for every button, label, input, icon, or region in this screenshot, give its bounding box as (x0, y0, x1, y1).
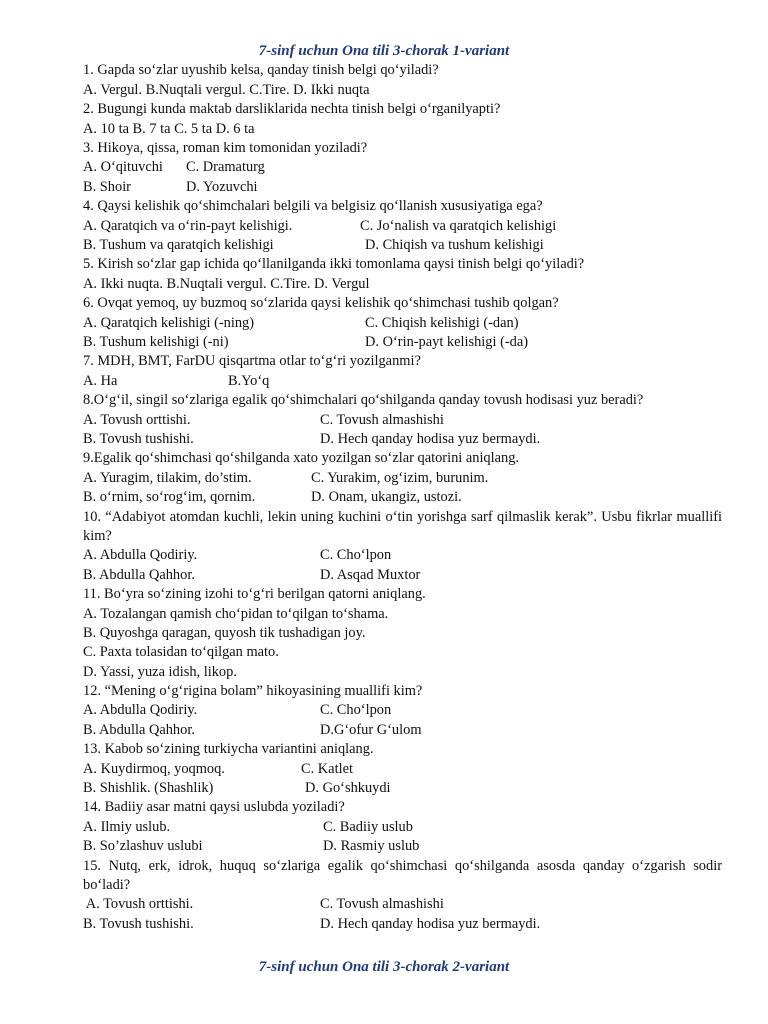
option-b: B. Abdulla Qahhor. (83, 721, 195, 738)
option-c: C. Badiiy uslub (323, 818, 413, 835)
option-b: B. Quyoshga qaragan, quyosh tik tushadigan joy. (83, 624, 366, 641)
test-page (83, 42, 722, 934)
option-b: B. So’zlashuv uslubi (83, 838, 203, 855)
next-variant-title: 7-sinf uchun Ona tili 3-chorak 2-variant (258, 959, 510, 975)
question-6 (83, 294, 722, 352)
answer-options: A. 10 ta B. 7 ta C. 5 ta D. 6 ta (83, 120, 255, 137)
option-d: D. Chiqish va tushum kelishigi (365, 236, 544, 253)
option-b: B. Shishlik. (Shashlik) (83, 780, 214, 797)
option-a: A. Qaratqich va o‘rin-payt kelishigi. (83, 217, 293, 234)
answer-options: A. Ikki nuqta. B.Nuqtali vergul. C.Tire. D. Vergul (83, 275, 370, 292)
option-c: C. Paxta tolasidan to‘qilgan mato. (83, 644, 279, 661)
option-a: A. Qaratqich kelishigi (-ning) (83, 314, 255, 331)
option-b: B. Tushum kelishigi (-ni) (83, 333, 229, 350)
question-stem: 5. Kirish so‘zlar gap ichida qo‘llanilganda ikki tomonlama qaysi tinish belgi qo‘yiladi? (83, 256, 585, 273)
question-5 (83, 255, 722, 294)
option-c: C. Jo‘nalish va qaratqich kelishigi (360, 217, 557, 234)
option-d: D. Hech qanday hodisa yuz bermaydi. (320, 430, 541, 447)
option-a: A. Kuydirmoq, yoqmoq. (83, 760, 225, 777)
question-stem: 12. “Mening o‘g‘rigina bolam” hikoyasining muallifi kim? (83, 683, 423, 700)
option-b: B. Tushum va qaratqich kelishigi (83, 236, 274, 253)
question-1 (83, 61, 722, 100)
question-stem: 15. Nutq, erk, idrok, huquq so‘zlariga egalik qo‘shimchasi qo‘shilganda asosda qanday o‘zgarish sodir bo‘ladi? (83, 857, 722, 894)
option-a: A. Tovush orttishi. (83, 896, 194, 913)
question-12 (83, 682, 722, 740)
question-stem: 2. Bugungi kunda maktab darsliklarida nechta tinish belgi o‘rganilyapti? (83, 101, 501, 118)
option-c: C. Katlet (301, 760, 353, 777)
option-d: D. Yassi, yuza idish, likop. (83, 663, 237, 680)
option-a: A. Tovush orttishi. (83, 411, 191, 428)
question-10 (83, 508, 722, 586)
question-stem: 14. Badiiy asar matni qaysi uslubda yoziladi? (83, 799, 345, 816)
question-7 (83, 352, 722, 391)
option-b: B. o‘rnim, so‘rog‘im, qornim. (83, 489, 256, 506)
question-stem: 1. Gapda so‘zlar uyushib kelsa, qanday tinish belgi qo‘yiladi? (83, 62, 439, 79)
option-a: A. Abdulla Qodiriy. (83, 702, 198, 719)
question-stem: 10. “Adabiyot atomdan kuchli, lekin uning kuchini o‘tin yorishga sarf qilmaslik kerak”. Usbu fikrlar muallifi kim? (83, 508, 722, 544)
question-stem: 4. Qaysi kelishik qo‘shimchalari belgili va belgisiz qo‘llanish xususiyatiga ega? (83, 198, 543, 215)
question-stem: 3. Hikoya, qissa, roman kim tomonidan yoziladi? (83, 139, 368, 156)
option-a: A. Tozalangan qamish cho‘pidan to‘qilgan to‘shama. (83, 605, 389, 622)
option-a: A. Yuragim, tilakim, do’stim. (83, 469, 252, 486)
option-b: B. Abdulla Qahhor. (83, 566, 195, 583)
answer-options: A. Vergul. B.Nuqtali vergul. C.Tire. D. Ikki nuqta (83, 81, 370, 98)
option-d: D.G‘ofur G‘ulom (320, 721, 422, 738)
option-d: D. Onam, ukangiz, ustozi. (311, 489, 462, 506)
option-b: B. Shoir (83, 178, 131, 195)
option-b: B. Tovush tushishi. (83, 915, 194, 932)
question-15 (83, 857, 722, 935)
question-stem: 9.Egalik qo‘shimchasi qo‘shilganda xato yozilgan so‘zlar qatorini aniqlang. (83, 450, 520, 467)
option-d: D. Go‘shkuydi (305, 780, 391, 797)
option-a: A. Ha (83, 372, 118, 389)
option-d: D. Yozuvchi (186, 178, 258, 195)
option-d: D. Hech qanday hodisa yuz bermaydi. (320, 915, 541, 932)
option-c: C. Cho‘lpon (320, 547, 392, 564)
option-c: C. Cho‘lpon (320, 702, 392, 719)
option-c: C. Yurakim, og‘izim, burunim. (311, 469, 489, 486)
option-a: A. O‘qituvchi (83, 159, 163, 176)
question-9 (83, 449, 722, 507)
option-a: A. Ilmiy uslub. (83, 818, 171, 835)
question-stem: 13. Kabob so‘zining turkiycha variantini aniqlang. (83, 741, 374, 758)
option-b: B.Yo‘q (228, 372, 270, 389)
question-stem: 8.O‘g‘il, singil so‘zlariga egalik qo‘shimchalari qo‘shilganda qanday tovush hodisasi yuz beradi? (83, 392, 644, 409)
question-2 (83, 100, 722, 139)
question-14 (83, 798, 722, 856)
option-c: C. Dramaturg (186, 159, 265, 176)
option-c: C. Tovush almashishi (320, 896, 444, 913)
question-8 (83, 391, 722, 449)
option-d: D. O‘rin-payt kelishigi (-da) (365, 333, 529, 350)
question-11 (83, 585, 722, 682)
option-a: A. Abdulla Qodiriy. (83, 547, 198, 564)
question-4 (83, 197, 722, 255)
option-c: C. Tovush almashishi (320, 411, 444, 428)
page-title: 7-sinf uchun Ona tili 3-chorak 1-variant (258, 43, 510, 59)
question-3 (83, 139, 722, 197)
option-d: D. Asqad Muxtor (320, 566, 421, 583)
question-13 (83, 740, 722, 798)
question-stem: 11. Bo‘yra so‘zining izohi to‘g‘ri berilgan qatorni aniqlang. (83, 586, 426, 603)
option-d: D. Rasmiy uslub (323, 838, 420, 855)
option-b: B. Tovush tushishi. (83, 430, 194, 447)
question-stem: 6. Ovqat yemoq, uy buzmoq so‘zlarida qaysi kelishik qo‘shimchasi tushib qolgan? (83, 295, 559, 312)
option-c: C. Chiqish kelishigi (-dan) (365, 314, 519, 331)
question-stem: 7. MDH, BMT, FarDU qisqartma otlar to‘g‘ri yozilganmi? (83, 353, 421, 370)
